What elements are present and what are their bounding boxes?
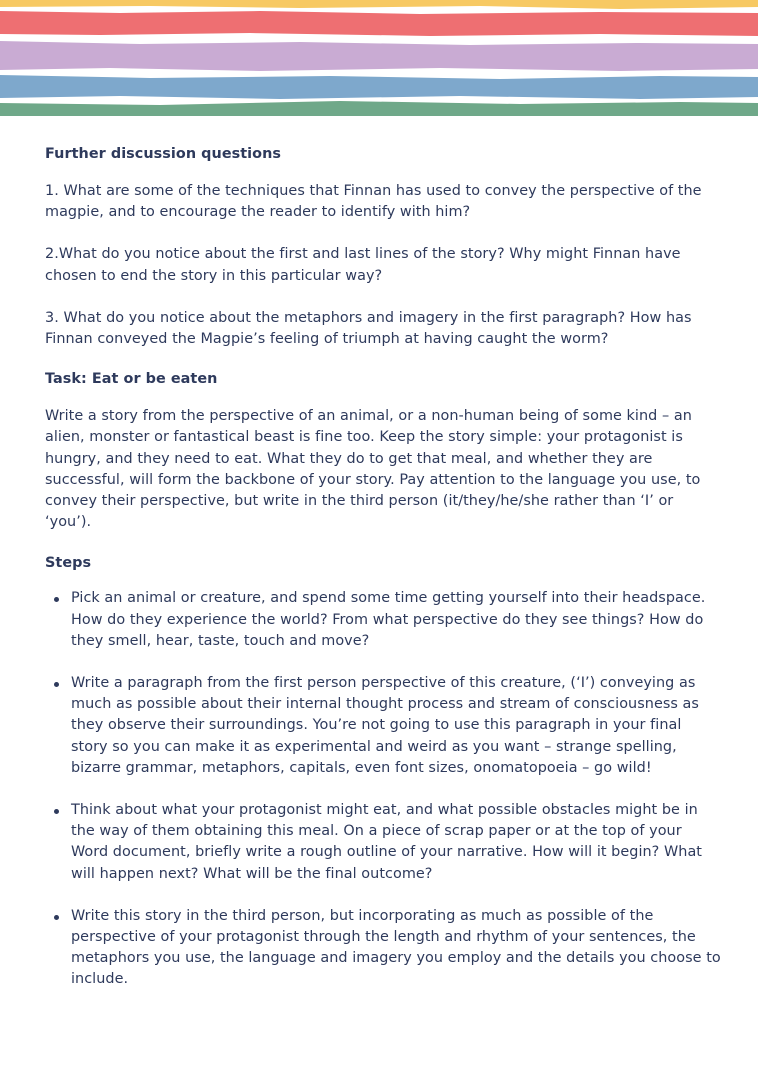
steps-heading: Steps xyxy=(45,555,92,572)
steps-list xyxy=(45,588,721,990)
step-item-4: Write this story in the third person, but incorporating as much as possible of the perspective of your protagonist through the length and rhythm of your sentences, the metaphors you use, the language and imagery you employ and the details you choose to include. xyxy=(45,906,721,991)
step-item-1: Pick an animal or creature, and spend some time getting yourself into their headspace. How do they experience the world? From what perspective do they see things? How do they smell, hear, taste, touch and move? xyxy=(45,588,721,652)
stripe-yellow xyxy=(0,0,758,9)
task-description: Write a story from the perspective of an animal, or a non-human being of some kind – an alien, monster or fantastical beast is fine too. Keep the story simple: your protagonist is hungry, and they need to eat. What they do to get that meal, and whether they are successful, will form the backbone of your story. Pay attention to the language you use, to convey their perspective, but write in the third person (it/they/he/she rather than ‘I’ or ‘you’). xyxy=(45,408,701,531)
step-item-2: Write a paragraph from the first person perspective of this creature, (‘I’) conveying as much as possible about their internal thought process and stream of consciousness as they observe their surroundings. You’re not going to use this paragraph in your final story so you can make it as experimental and weird as you want – strange spelling, bizarre grammar, metaphors, capitals, even font sizes, onomatopoeia – go wild! xyxy=(45,673,721,779)
discussion-question-2: 2.What do you notice about the first and last lines of the story? Why might Finnan have chosen to end the story in this particular way? xyxy=(45,246,681,284)
discussion-heading: Further discussion questions xyxy=(45,146,282,162)
discussion-question-3: 3. What do you notice about the metaphors and imagery in the first paragraph? How has Finnan conveyed the Magpie’s feeling of triumph at having caught the worm? xyxy=(45,309,692,348)
stripe-green xyxy=(0,101,758,116)
stripe-lilac xyxy=(0,41,758,71)
stripe-blue xyxy=(0,75,758,99)
step-item-3: Think about what your protagonist might eat, and what possible obstacles might be in the way of them obtaining this meal. On a piece of scrap paper or at the top of your Word document, briefly write a rough outline of your narrative. How will it begin? What will happen next? What will be the final outcome? xyxy=(45,800,721,885)
document-body xyxy=(45,138,721,1012)
discussion-question-1: 1. What are some of the techniques that Finnan has used to convey the perspective of the magpie, and to encourage the reader to identify with him? xyxy=(45,183,702,221)
stripe-red xyxy=(0,11,758,36)
task-heading: Task: Eat or be eaten xyxy=(45,371,218,388)
decorative-stripes-banner xyxy=(0,0,758,116)
